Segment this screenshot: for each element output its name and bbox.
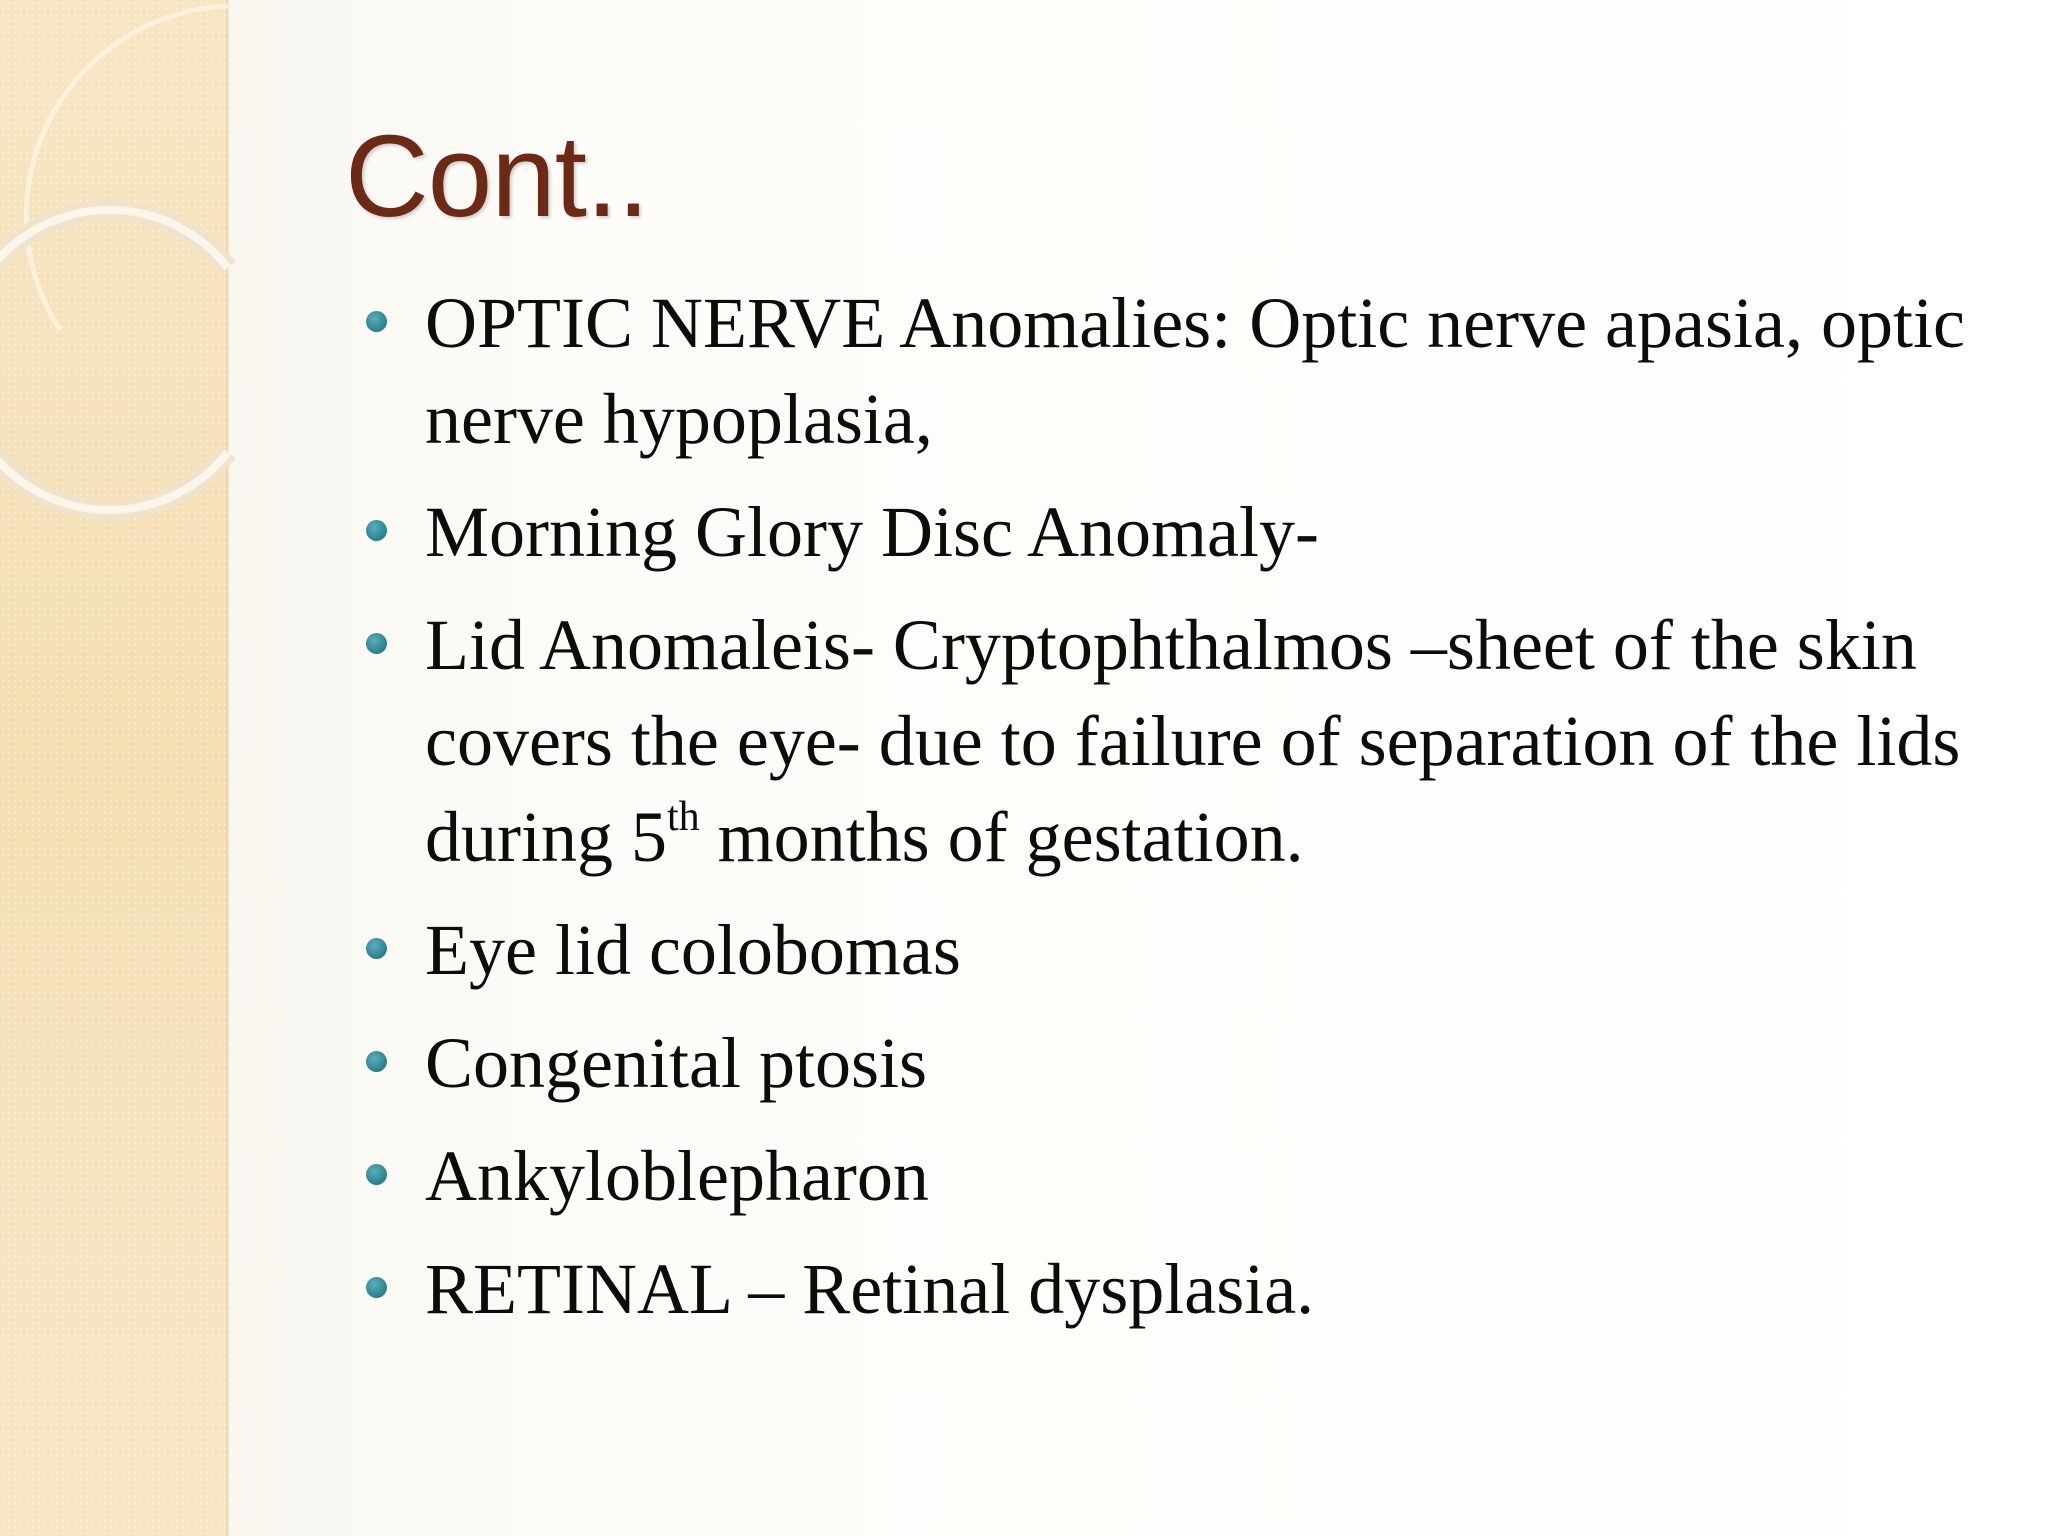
bullet-icon <box>366 1051 387 1072</box>
list-item <box>355 1015 2015 1111</box>
bullet-text: RETINAL – Retinal dysplasia. <box>425 1249 1315 1329</box>
bullet-icon <box>366 1277 387 1298</box>
bullet-icon <box>366 633 387 654</box>
bullet-text-after: months of gestation. <box>699 797 1304 877</box>
bullet-text: OPTIC NERVE Anomalies: Optic nerve apasia, optic nerve hypoplasia, <box>425 283 1965 459</box>
bullet-icon <box>366 938 387 959</box>
bullet-text-before: Lid Anomaleis- Cryptophthalmos –sheet of the skin covers the eye- due to failure of separation of the lids during 5 <box>425 605 1961 877</box>
bullet-icon <box>366 520 387 541</box>
bullet-superscript: th <box>666 794 700 840</box>
list-item <box>355 902 2015 998</box>
decorative-rings <box>0 0 240 520</box>
list-item <box>355 597 2015 885</box>
list-item <box>355 1128 2015 1224</box>
bullet-text <box>425 605 1960 877</box>
bullet-icon <box>366 1164 387 1185</box>
small-ring-outer <box>0 210 228 510</box>
bullet-list <box>355 275 2015 1354</box>
list-item <box>355 484 2015 580</box>
bullet-text: Morning Glory Disc Anomaly- <box>425 492 1319 572</box>
bullet-text: Congenital ptosis <box>425 1023 927 1103</box>
small-ring-inner <box>0 210 228 510</box>
bullet-text: Ankyloblepharon <box>425 1136 929 1216</box>
bullet-icon <box>366 311 387 332</box>
bullet-text: Eye lid colobomas <box>425 910 961 990</box>
list-item <box>355 1241 2015 1337</box>
large-ring-arc <box>26 6 228 330</box>
list-item <box>355 275 2015 467</box>
slide-title: Cont.. <box>345 111 649 241</box>
